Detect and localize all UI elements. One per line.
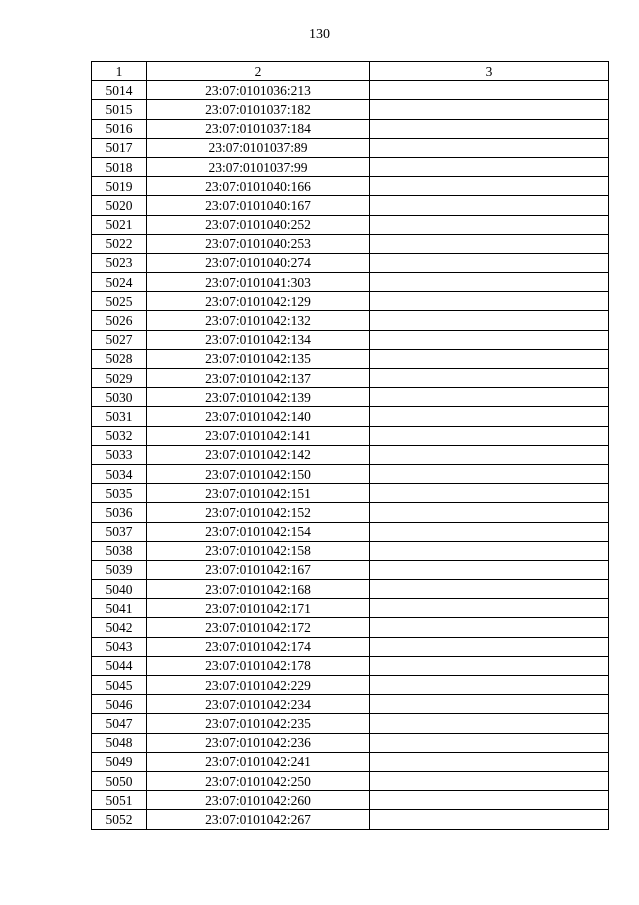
cadastral-number-cell: 23:07:0101042:135	[147, 349, 370, 368]
notes-cell	[370, 157, 609, 176]
table-row	[92, 388, 609, 407]
notes-cell	[370, 618, 609, 637]
row-number-cell: 5042	[92, 618, 147, 637]
row-number-cell: 5017	[92, 138, 147, 157]
cadastral-number-cell: 23:07:0101042:140	[147, 407, 370, 426]
cadastral-number-cell: 23:07:0101042:158	[147, 541, 370, 560]
table-row	[92, 503, 609, 522]
cadastral-number-cell: 23:07:0101037:89	[147, 138, 370, 157]
table-row	[92, 791, 609, 810]
table-row	[92, 618, 609, 637]
table-row	[92, 119, 609, 138]
cadastral-number-cell: 23:07:0101042:241	[147, 752, 370, 771]
notes-cell	[370, 196, 609, 215]
row-number-cell: 5043	[92, 637, 147, 656]
data-table	[91, 61, 609, 830]
notes-cell	[370, 599, 609, 618]
cadastral-number-cell: 23:07:0101040:252	[147, 215, 370, 234]
table-row	[92, 810, 609, 829]
notes-cell	[370, 119, 609, 138]
row-number-cell: 5029	[92, 369, 147, 388]
table-row	[92, 714, 609, 733]
notes-cell	[370, 484, 609, 503]
table-row	[92, 81, 609, 100]
notes-cell	[370, 138, 609, 157]
row-number-cell: 5038	[92, 541, 147, 560]
cadastral-number-cell: 23:07:0101042:235	[147, 714, 370, 733]
table-body	[92, 81, 609, 829]
column-header-1: 1	[92, 62, 147, 81]
notes-cell	[370, 733, 609, 752]
row-number-cell: 5028	[92, 349, 147, 368]
cadastral-number-cell: 23:07:0101042:137	[147, 369, 370, 388]
table-row	[92, 676, 609, 695]
table-row	[92, 138, 609, 157]
cadastral-number-cell: 23:07:0101040:166	[147, 177, 370, 196]
row-number-cell: 5041	[92, 599, 147, 618]
row-number-cell: 5035	[92, 484, 147, 503]
notes-cell	[370, 100, 609, 119]
notes-cell	[370, 273, 609, 292]
cadastral-number-cell: 23:07:0101042:250	[147, 771, 370, 790]
cadastral-number-cell: 23:07:0101042:151	[147, 484, 370, 503]
column-header-3: 3	[370, 62, 609, 81]
table-row	[92, 445, 609, 464]
notes-cell	[370, 311, 609, 330]
row-number-cell: 5048	[92, 733, 147, 752]
notes-cell	[370, 407, 609, 426]
cadastral-number-cell: 23:07:0101037:99	[147, 157, 370, 176]
cadastral-number-cell: 23:07:0101036:213	[147, 81, 370, 100]
table-row	[92, 580, 609, 599]
table-row	[92, 656, 609, 675]
table-row	[92, 215, 609, 234]
notes-cell	[370, 503, 609, 522]
row-number-cell: 5046	[92, 695, 147, 714]
row-number-cell: 5015	[92, 100, 147, 119]
row-number-cell: 5044	[92, 656, 147, 675]
cadastral-number-cell: 23:07:0101042:139	[147, 388, 370, 407]
row-number-cell: 5037	[92, 522, 147, 541]
cadastral-number-cell: 23:07:0101042:174	[147, 637, 370, 656]
table-row	[92, 311, 609, 330]
row-number-cell: 5020	[92, 196, 147, 215]
cadastral-number-cell: 23:07:0101042:152	[147, 503, 370, 522]
cadastral-number-cell: 23:07:0101042:178	[147, 656, 370, 675]
row-number-cell: 5052	[92, 810, 147, 829]
table-row	[92, 157, 609, 176]
notes-cell	[370, 445, 609, 464]
row-number-cell: 5047	[92, 714, 147, 733]
notes-cell	[370, 234, 609, 253]
table-row	[92, 253, 609, 272]
cadastral-number-cell: 23:07:0101040:274	[147, 253, 370, 272]
cadastral-number-cell: 23:07:0101037:182	[147, 100, 370, 119]
notes-cell	[370, 522, 609, 541]
notes-cell	[370, 810, 609, 829]
cadastral-number-cell: 23:07:0101042:150	[147, 464, 370, 483]
table-row	[92, 484, 609, 503]
notes-cell	[370, 676, 609, 695]
row-number-cell: 5050	[92, 771, 147, 790]
cadastral-number-cell: 23:07:0101042:168	[147, 580, 370, 599]
page-number: 130	[309, 27, 330, 42]
notes-cell	[370, 560, 609, 579]
notes-cell	[370, 388, 609, 407]
row-number-cell: 5030	[92, 388, 147, 407]
row-number-cell: 5049	[92, 752, 147, 771]
notes-cell	[370, 752, 609, 771]
table-row	[92, 369, 609, 388]
notes-cell	[370, 791, 609, 810]
notes-cell	[370, 215, 609, 234]
table-row	[92, 426, 609, 445]
table-row	[92, 273, 609, 292]
table-row	[92, 599, 609, 618]
notes-cell	[370, 349, 609, 368]
table-row	[92, 330, 609, 349]
notes-cell	[370, 253, 609, 272]
notes-cell	[370, 292, 609, 311]
table-row	[92, 733, 609, 752]
table-row	[92, 522, 609, 541]
notes-cell	[370, 637, 609, 656]
row-number-cell: 5040	[92, 580, 147, 599]
cadastral-number-cell: 23:07:0101040:167	[147, 196, 370, 215]
row-number-cell: 5014	[92, 81, 147, 100]
cadastral-number-cell: 23:07:0101041:303	[147, 273, 370, 292]
cadastral-number-cell: 23:07:0101042:172	[147, 618, 370, 637]
notes-cell	[370, 81, 609, 100]
row-number-cell: 5026	[92, 311, 147, 330]
notes-cell	[370, 541, 609, 560]
row-number-cell: 5022	[92, 234, 147, 253]
row-number-cell: 5033	[92, 445, 147, 464]
notes-cell	[370, 714, 609, 733]
notes-cell	[370, 656, 609, 675]
table-row	[92, 541, 609, 560]
row-number-cell: 5018	[92, 157, 147, 176]
table-row	[92, 292, 609, 311]
cadastral-number-cell: 23:07:0101042:260	[147, 791, 370, 810]
cadastral-number-cell: 23:07:0101042:171	[147, 599, 370, 618]
cadastral-number-cell: 23:07:0101042:167	[147, 560, 370, 579]
cadastral-number-cell: 23:07:0101042:134	[147, 330, 370, 349]
notes-cell	[370, 695, 609, 714]
notes-cell	[370, 426, 609, 445]
notes-cell	[370, 580, 609, 599]
table-row	[92, 560, 609, 579]
notes-cell	[370, 464, 609, 483]
table-header-row	[92, 62, 609, 81]
table-row	[92, 637, 609, 656]
row-number-cell: 5031	[92, 407, 147, 426]
row-number-cell: 5032	[92, 426, 147, 445]
row-number-cell: 5021	[92, 215, 147, 234]
row-number-cell: 5045	[92, 676, 147, 695]
table-row	[92, 771, 609, 790]
table-row	[92, 464, 609, 483]
notes-cell	[370, 771, 609, 790]
table-row	[92, 752, 609, 771]
row-number-cell: 5039	[92, 560, 147, 579]
table-row	[92, 349, 609, 368]
cadastral-number-cell: 23:07:0101042:129	[147, 292, 370, 311]
cadastral-number-cell: 23:07:0101042:267	[147, 810, 370, 829]
row-number-cell: 5023	[92, 253, 147, 272]
cadastral-number-cell: 23:07:0101042:236	[147, 733, 370, 752]
row-number-cell: 5016	[92, 119, 147, 138]
row-number-cell: 5034	[92, 464, 147, 483]
cadastral-number-cell: 23:07:0101042:229	[147, 676, 370, 695]
table-row	[92, 100, 609, 119]
row-number-cell: 5027	[92, 330, 147, 349]
cadastral-number-cell: 23:07:0101037:184	[147, 119, 370, 138]
notes-cell	[370, 369, 609, 388]
row-number-cell: 5019	[92, 177, 147, 196]
row-number-cell: 5036	[92, 503, 147, 522]
cadastral-number-cell: 23:07:0101042:234	[147, 695, 370, 714]
notes-cell	[370, 330, 609, 349]
cadastral-number-cell: 23:07:0101042:141	[147, 426, 370, 445]
row-number-cell: 5025	[92, 292, 147, 311]
row-number-cell: 5024	[92, 273, 147, 292]
column-header-2: 2	[147, 62, 370, 81]
table-row	[92, 177, 609, 196]
table-row	[92, 234, 609, 253]
notes-cell	[370, 177, 609, 196]
table-row	[92, 196, 609, 215]
cadastral-number-cell: 23:07:0101042:154	[147, 522, 370, 541]
table-row	[92, 407, 609, 426]
cadastral-number-cell: 23:07:0101042:142	[147, 445, 370, 464]
cadastral-number-cell: 23:07:0101040:253	[147, 234, 370, 253]
table-row	[92, 695, 609, 714]
row-number-cell: 5051	[92, 791, 147, 810]
cadastral-number-cell: 23:07:0101042:132	[147, 311, 370, 330]
